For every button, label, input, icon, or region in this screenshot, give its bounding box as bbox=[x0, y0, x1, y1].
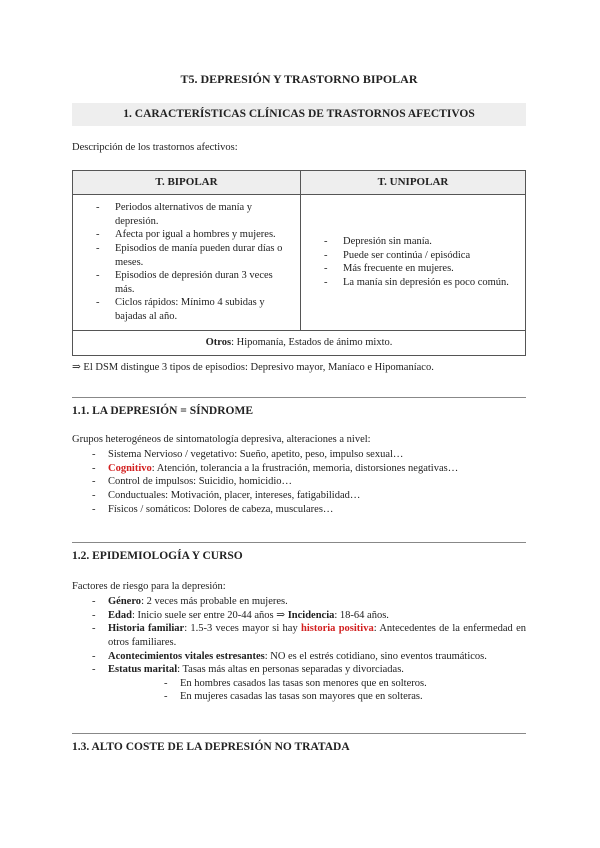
list-item: - Episodios de manía pueden durar días o meses. bbox=[91, 242, 292, 269]
edad-text: : Inicio suele ser entre 20-44 años ⇒ bbox=[131, 609, 288, 621]
historia-positiva-label: historia positiva bbox=[301, 623, 374, 635]
list-item: - Físicos / somáticos: Dolores de cabeza, musculares… bbox=[72, 503, 526, 517]
section-1-heading: 1. CARACTERÍSTICAS CLÍNICAS DE TRASTORNOS AFECTIVOS bbox=[72, 103, 526, 126]
list-item: - En hombres casados las tasas son menores que en solteros. bbox=[108, 677, 526, 691]
historia-text-2: : Antecedentes de la enfermedad en otros familiares. bbox=[108, 623, 526, 648]
section-1-2-intro: Factores de riesgo para la depresión: bbox=[72, 581, 226, 592]
estatus-label: Estatus marital bbox=[108, 664, 178, 676]
unipolar-cell bbox=[301, 195, 526, 331]
section-divider bbox=[72, 397, 526, 398]
list-item: - La manía sin depresión es poco común. bbox=[319, 276, 517, 290]
unipolar-list bbox=[301, 229, 525, 296]
section-1-1-intro: Grupos heterogéneos de sintomatología depresiva, alteraciones a nivel: bbox=[72, 434, 371, 445]
otros-cell bbox=[73, 330, 526, 355]
list-item bbox=[72, 650, 526, 664]
list-item bbox=[72, 609, 526, 623]
section-divider bbox=[72, 542, 526, 543]
table-header-row bbox=[73, 171, 526, 195]
edad-label: Edad bbox=[108, 609, 132, 621]
risk-factors-list bbox=[72, 595, 526, 704]
list-item: - Ciclos rápidos: Mínimo 4 subidas y bajadas al año. bbox=[91, 296, 292, 323]
list-item: - En mujeres casadas las tasas son mayores que en solteras. bbox=[108, 690, 526, 704]
bipolar-header: T. BIPOLAR bbox=[73, 171, 301, 195]
table-body-row bbox=[73, 195, 526, 331]
document-title: T5. DEPRESIÓN Y TRASTORNO BIPOLAR bbox=[180, 72, 418, 86]
genero-label: Género bbox=[108, 596, 142, 607]
list-item bbox=[72, 462, 526, 476]
syndrome-list bbox=[72, 448, 526, 516]
section-divider bbox=[72, 733, 526, 734]
historia-label: Historia familiar bbox=[108, 623, 185, 635]
incidencia-text: : 18-64 años. bbox=[334, 609, 389, 621]
estatus-text: : Tasas más altas en personas separadas y divorciadas. bbox=[177, 664, 404, 676]
affective-disorders-table bbox=[72, 170, 526, 356]
otros-label: Otros bbox=[205, 336, 232, 348]
table-footer-row bbox=[73, 330, 526, 355]
list-item: - Puede ser continúa / episódica bbox=[319, 249, 517, 263]
list-item bbox=[72, 595, 526, 609]
list-item: - Conductuales: Motivación, placer, intereses, fatigabilidad… bbox=[72, 489, 526, 503]
genero-text: : 2 veces más probable en mujeres. bbox=[141, 596, 288, 607]
dsm-note: ⇒ El DSM distingue 3 tipos de episodios: Depresivo mayor, Maníaco e Hipomaníaco. bbox=[72, 362, 434, 373]
list-item: - Más frecuente en mujeres. bbox=[319, 262, 517, 276]
acontecimientos-text: : NO es el estrés cotidiano, sino eventos traumáticos. bbox=[264, 650, 487, 662]
list-item bbox=[72, 663, 526, 704]
bipolar-list bbox=[73, 195, 300, 330]
marital-sublist bbox=[108, 677, 526, 704]
acontecimientos-label: Acontecimientos vitales estresantes bbox=[108, 650, 265, 662]
list-item: - Depresión sin manía. bbox=[319, 235, 517, 249]
incidencia-label: Incidencia bbox=[287, 609, 335, 621]
section-1-1-heading: 1.1. LA DEPRESIÓN = SÍNDROME bbox=[72, 405, 253, 417]
list-item: - Control de impulsos: Suicidio, homicidio… bbox=[72, 475, 526, 489]
unipolar-header: T. UNIPOLAR bbox=[301, 171, 526, 195]
cognitivo-label: Cognitivo bbox=[108, 462, 152, 474]
list-item: - Episodios de depresión duran 3 veces más. bbox=[91, 269, 292, 296]
section-1-3-heading: 1.3. ALTO COSTE DE LA DEPRESIÓN NO TRATADA bbox=[72, 741, 350, 753]
list-item bbox=[72, 622, 526, 649]
list-item: - Periodos alternativos de manía y depresión. bbox=[91, 201, 292, 228]
section-1-2-heading: 1.2. EPIDEMIOLOGÍA Y CURSO bbox=[72, 550, 243, 562]
cognitivo-text: : Atención, tolerancia a la frustración, memoria, distorsiones negativas… bbox=[151, 462, 459, 474]
historia-text: : 1.5-3 veces mayor si hay bbox=[184, 623, 301, 635]
section-1-intro: Descripción de los trastornos afectivos: bbox=[72, 142, 238, 153]
otros-text: : Hipomanía, Estados de ánimo mixto. bbox=[231, 336, 393, 348]
bipolar-cell bbox=[73, 195, 301, 331]
list-item: - Sistema Nervioso / vegetativo: Sueño, apetito, peso, impulso sexual… bbox=[72, 448, 526, 462]
list-item: - Afecta por igual a hombres y mujeres. bbox=[91, 228, 292, 242]
